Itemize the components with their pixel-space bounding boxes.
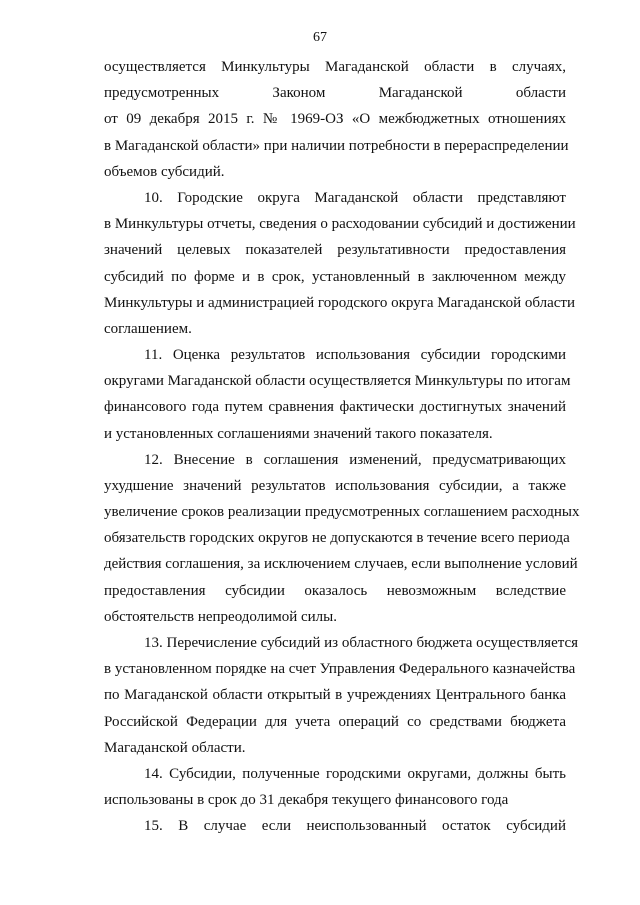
text-line: объемов субсидий.: [104, 164, 225, 180]
text-line: в Магаданской области» при наличии потребности в перераспределении: [104, 138, 569, 154]
text-line: финансового года путем сравнения фактически достигнутых значений: [104, 399, 566, 415]
paragraph-14-first-line: 14. Субсидии, полученные городскими округами, должны быть: [144, 766, 566, 782]
paragraph-12-first-line: 12. Внесение в соглашения изменений, предусматривающих: [144, 452, 566, 468]
text-line: Минкультуры и администрацией городского округа Магаданской области: [104, 295, 575, 311]
text-line: использованы в срок до 31 декабря текущего финансового года: [104, 792, 509, 808]
paragraph-13-first-line: 13. Перечисление субсидий из областного бюджета осуществляется: [144, 635, 579, 651]
text-line: по Магаданской области открытый в учреждениях Центрального банка: [104, 687, 566, 703]
text-line: увеличение сроков реализации предусмотренных соглашением расходных: [104, 504, 580, 520]
text-line: Магаданской области.: [104, 740, 246, 756]
text-line: обстоятельств непреодолимой силы.: [104, 609, 337, 625]
page-number: 67: [313, 30, 327, 45]
text-line: предусмотренных Законом Магаданской области: [104, 85, 566, 101]
text-line: субсидий по форме и в срок, установленный в заключенном между: [104, 269, 566, 285]
text-line: округами Магаданской области осуществляется Минкультуры по итогам: [104, 373, 571, 389]
paragraph-10-first-line: 10. Городские округа Магаданской области представляют: [144, 190, 566, 206]
text-line: значений целевых показателей результативности предоставления: [104, 242, 566, 258]
text-line: в Минкультуры отчеты, сведения о расходовании субсидий и достижении: [104, 216, 576, 232]
text-line: соглашением.: [104, 321, 192, 337]
paragraph-11-first-line: 11. Оценка результатов использования субсидии городскими: [144, 347, 566, 363]
paragraph-15-first-line: 15. В случае если неиспользованный остаток субсидий: [144, 818, 566, 834]
text-line: от 09 декабря 2015 г. № 1969-ОЗ «О межбюджетных отношениях: [104, 111, 566, 127]
text-line: действия соглашения, за исключением случаев, если выполнение условий: [104, 556, 578, 572]
text-line: Российской Федерации для учета операций со средствами бюджета: [104, 714, 566, 730]
text-line: ухудшение значений результатов использования субсидии, а также: [104, 478, 566, 494]
text-line: и установленных соглашениями значений такого показателя.: [104, 426, 493, 442]
text-line: в установленном порядке на счет Управления Федерального казначейства: [104, 661, 576, 677]
text-line: предоставления субсидии оказалось невозможным вследствие: [104, 583, 566, 599]
text-line: осуществляется Минкультуры Магаданской области в случаях,: [104, 59, 566, 75]
text-line: обязательств городских округов не допускаются в течение всего периода: [104, 530, 570, 546]
